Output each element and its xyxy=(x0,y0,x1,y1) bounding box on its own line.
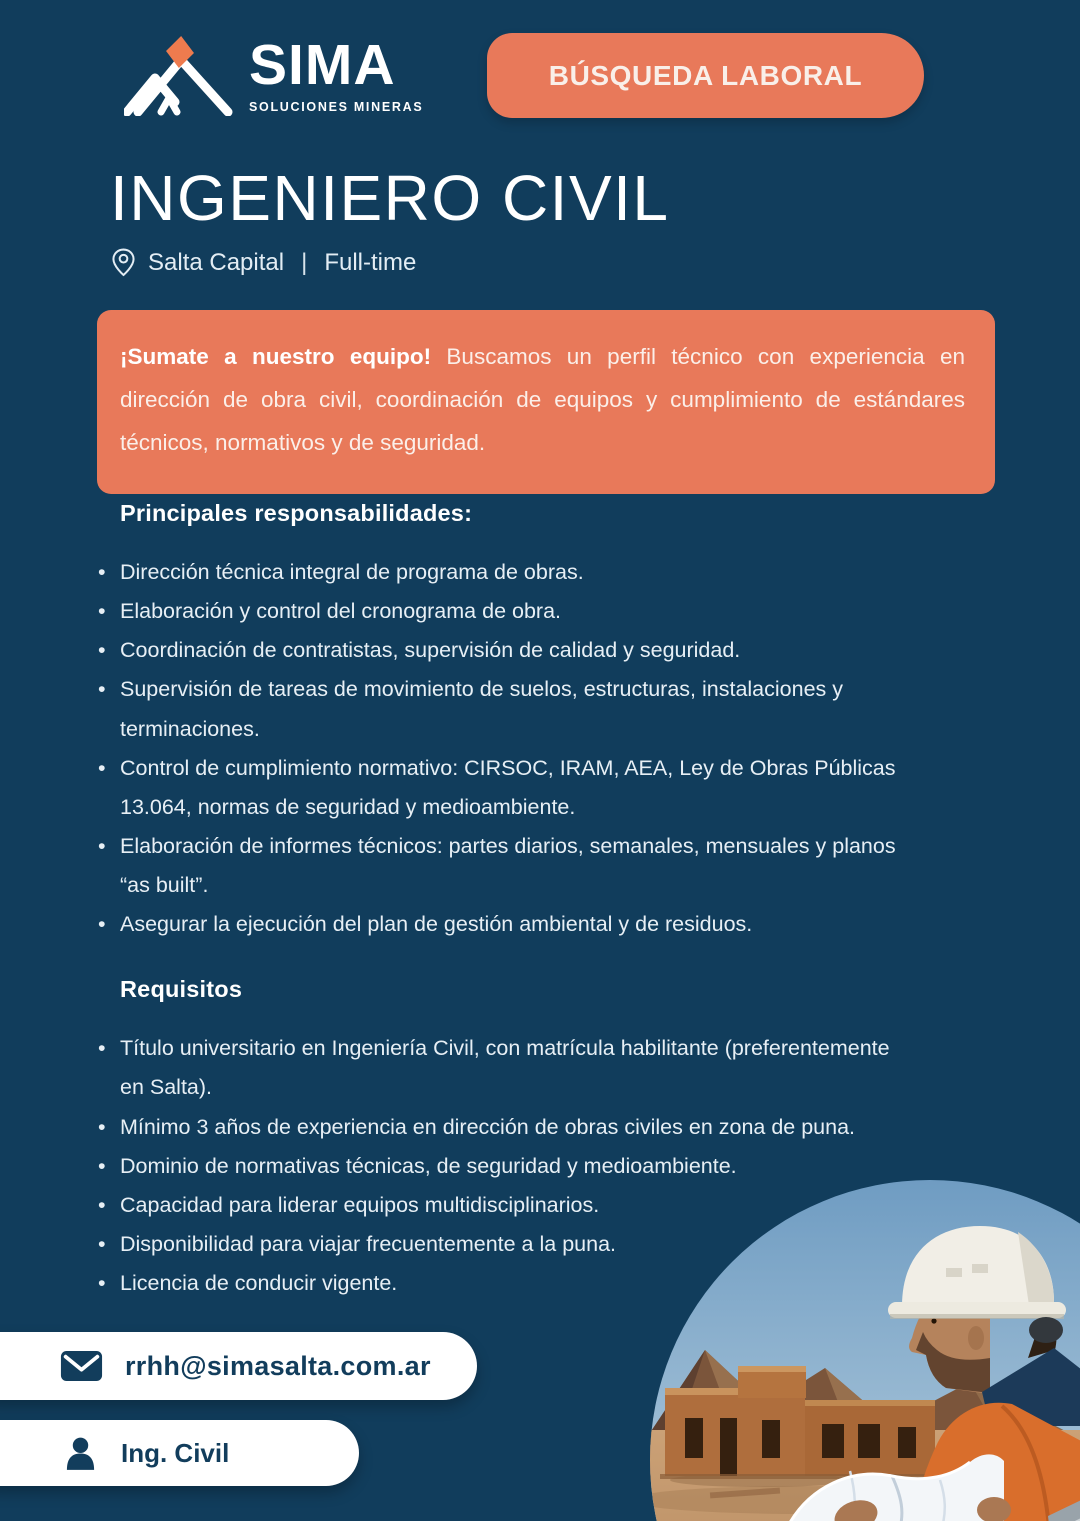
list-item: • Título universitario en Ingeniería Civil, con matrícula habilitante (preferentemente en Salta). xyxy=(97,1029,912,1107)
person-icon xyxy=(66,1437,95,1470)
badge-busqueda-laboral: BÚSQUEDA LABORAL xyxy=(487,33,924,118)
list-item: • Asegurar la ejecución del plan de gestión ambiental y de residuos. xyxy=(97,905,912,944)
location-pin-icon xyxy=(112,248,135,277)
list-item: • Capacidad para liderar equipos multidisciplinarios. xyxy=(97,1186,912,1225)
list-item: • Licencia de conducir vigente. xyxy=(97,1264,912,1303)
list-item: • Disponibilidad para viajar frecuentemente a la puna. xyxy=(97,1225,912,1264)
list-item: • Dirección técnica integral de programa de obras. xyxy=(97,553,912,592)
list-item: • Mínimo 3 años de experiencia en dirección de obras civiles en zona de puna. xyxy=(97,1108,912,1147)
job-employment-type: Full-time xyxy=(324,248,417,276)
section-heading-responsabilidades: Principales responsabilidades: xyxy=(120,500,473,526)
email-address: rrhh@simasalta.com.ar xyxy=(125,1350,431,1381)
intro-callout xyxy=(97,310,995,494)
responsabilidades-list xyxy=(97,553,912,944)
list-item: • Elaboración y control del cronograma de obra. xyxy=(97,592,912,631)
job-location: Salta Capital xyxy=(148,248,285,276)
sima-logo xyxy=(124,33,424,116)
email-contact[interactable] xyxy=(0,1332,477,1400)
intro-lead: ¡Sumate a nuestro equipo! xyxy=(120,344,432,369)
list-item: • Coordinación de contratistas, supervisión de calidad y seguridad. xyxy=(97,631,912,670)
intro-body: Buscamos un perfil técnico con experiencia en dirección de obra civil, coordinación de equipos y cumplimiento de estándares técnicos, normativos y de seguridad. xyxy=(120,344,965,456)
content-sections xyxy=(97,500,912,1335)
email-icon xyxy=(60,1350,103,1382)
role-label: Ing. Civil xyxy=(121,1437,230,1468)
section-heading-requisitos: Requisitos xyxy=(120,976,243,1003)
logo-tagline: SOLUCIONES MINERAS xyxy=(249,99,424,114)
role-tag xyxy=(0,1420,359,1486)
job-meta xyxy=(112,248,416,277)
meta-separator: | xyxy=(301,248,308,276)
list-item: • Dominio de normativas técnicas, de seguridad y medioambiente. xyxy=(97,1147,912,1186)
logo-name: SIMA xyxy=(249,33,396,97)
page-title: INGENIERO CIVIL xyxy=(110,162,670,234)
list-item: • Control de cumplimiento normativo: CIRSOC, IRAM, AEA, Ley de Obras Públicas 13.064, normas de seguridad y medioambiente. xyxy=(97,749,912,827)
mountain-logo-icon xyxy=(124,36,236,116)
list-item: • Elaboración de informes técnicos: partes diarios, semanales, mensuales y planos “as built”. xyxy=(97,827,912,905)
list-item: • Supervisión de tareas de movimiento de suelos, estructuras, instalaciones y terminaciones. xyxy=(97,670,912,748)
